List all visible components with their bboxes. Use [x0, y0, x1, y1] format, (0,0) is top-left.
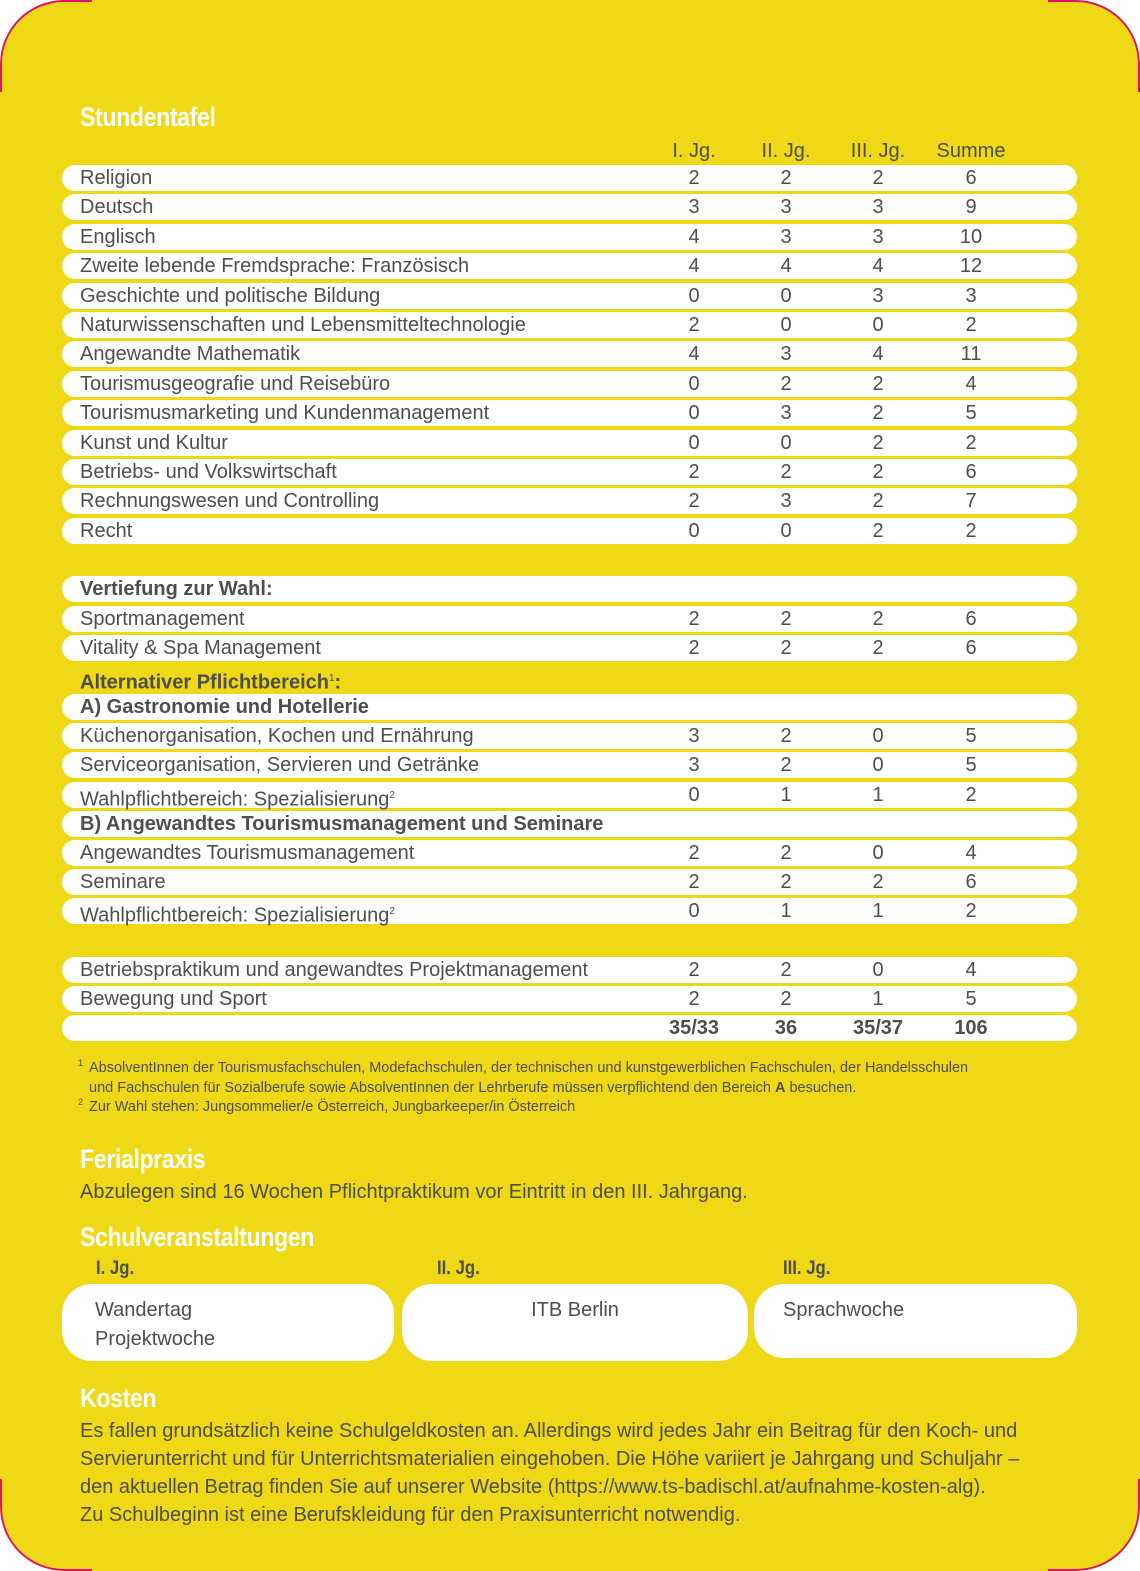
cell-summe: 12 — [959, 255, 983, 277]
cell-jg1: 4 — [688, 343, 700, 365]
cell-jg1: 0 — [688, 784, 700, 806]
cell-jg2: 2 — [780, 461, 792, 483]
column-header-jg1: I. Jg. — [672, 140, 716, 162]
event-box-jg1 — [62, 1284, 394, 1361]
event-item: Sprachwoche — [783, 1299, 905, 1321]
cell-jg2: 1 — [780, 900, 792, 922]
kosten-line: den aktuellen Betrag finden Sie auf unserer Website (https://www.ts-badischl.at/aufnahme-kosten-alg). — [80, 1476, 986, 1498]
column-header-summe: Summe — [936, 140, 1006, 162]
subject-name: Recht — [80, 520, 133, 542]
cell-jg3: 4 — [872, 255, 884, 277]
cell-summe: 6 — [965, 167, 977, 189]
subject-name — [80, 782, 395, 814]
corner-mark-top-left — [0, 0, 92, 92]
subject-name — [80, 898, 395, 930]
table-row — [62, 283, 1077, 309]
subject-name: Deutsch — [80, 196, 154, 218]
cell-jg3: 1 — [872, 784, 884, 806]
alternativ-label — [80, 665, 341, 697]
cell-jg3: 1 — [872, 900, 884, 922]
kosten-text — [80, 1417, 1070, 1529]
cell-jg3: 2 — [872, 608, 884, 630]
cell-summe: 11 — [960, 343, 982, 365]
subject-name: Bewegung und Sport — [80, 988, 267, 1010]
cell-jg2: 3 — [780, 226, 792, 248]
cell-summe: 6 — [965, 871, 977, 893]
ferialpraxis-heading: Ferialpraxis — [80, 1144, 206, 1174]
footnote-2-text: Zur Wahl stehen: Jungsommelier/e Österreich, Jungbarkeeper/in Österreich — [89, 1099, 576, 1115]
total-jg1: 35/33 — [668, 1017, 720, 1039]
event-label-jg3: III. Jg. — [783, 1258, 831, 1279]
event-item: Projektwoche — [95, 1328, 216, 1350]
table-row — [62, 957, 1077, 983]
section-label: B) Angewandtes Tourismusmanagement und Seminare — [80, 813, 604, 835]
cell-summe: 4 — [965, 842, 977, 864]
cell-jg3: 2 — [872, 520, 884, 542]
section-label: A) Gastronomie und Hotellerie — [80, 696, 369, 718]
cell-jg1: 2 — [688, 490, 700, 512]
table-row — [62, 400, 1077, 426]
totals-row — [62, 1015, 1077, 1041]
cell-summe: 5 — [965, 754, 977, 776]
table-row — [62, 341, 1077, 367]
subject-name: Küchenorganisation, Kochen und Ernährung — [80, 725, 474, 747]
table-row — [62, 635, 1077, 661]
table-row — [62, 518, 1077, 544]
cell-summe: 6 — [965, 608, 977, 630]
cell-jg2: 0 — [780, 432, 792, 454]
event-label-jg2: II. Jg. — [437, 1258, 480, 1279]
cell-summe: 4 — [965, 959, 977, 981]
table-row — [62, 459, 1077, 485]
event-item: Wandertag — [95, 1299, 193, 1321]
table-row — [62, 430, 1077, 456]
cell-jg1: 2 — [688, 608, 700, 630]
event-box-jg2 — [402, 1284, 748, 1361]
event-item: ITB Berlin — [531, 1299, 619, 1321]
table-row — [62, 371, 1077, 397]
cell-summe: 2 — [965, 432, 977, 454]
kosten-line: Es fallen grundsätzlich keine Schulgeldkosten an. Allerdings wird jedes Jahr ein Beitrag für den Koch- und — [80, 1420, 1018, 1442]
footnote-1-line-2 — [80, 1078, 1080, 1098]
subject-text: Wahlpflichtbereich: Spezialisierung — [80, 788, 390, 811]
footnote-ref: 1 — [328, 673, 335, 684]
cell-jg3: 2 — [872, 402, 884, 424]
table-row — [62, 488, 1077, 514]
cell-jg3: 0 — [872, 725, 884, 747]
footnote-1-line-1: AbsolventInnen der Tourismusfachschulen, Modefachschulen, der technischen und kunstgewerblichen Fachschulen, der Handelsschulen — [89, 1060, 969, 1076]
cell-jg2: 0 — [780, 285, 792, 307]
table-row — [62, 782, 1077, 811]
table-row — [62, 898, 1077, 927]
cell-jg2: 2 — [780, 608, 792, 630]
cell-summe: 10 — [959, 226, 983, 248]
cell-jg1: 0 — [688, 520, 700, 542]
cell-jg2: 2 — [780, 373, 792, 395]
cell-jg3: 2 — [872, 167, 884, 189]
cell-jg1: 0 — [688, 402, 700, 424]
cell-jg1: 0 — [688, 285, 700, 307]
section-row-bereich-b — [62, 811, 1077, 837]
table-row — [62, 312, 1077, 338]
cell-jg1: 2 — [688, 871, 700, 893]
cell-jg1: 2 — [688, 637, 700, 659]
subject-name: Angewandtes Tourismusmanagement — [80, 842, 415, 864]
cell-summe: 5 — [965, 725, 977, 747]
cell-jg3: 0 — [872, 314, 884, 336]
subject-name: Serviceorganisation, Servieren und Getränke — [80, 754, 480, 776]
cell-summe: 9 — [965, 196, 977, 218]
footnote-1-line-2-post: besuchen. — [785, 1080, 857, 1096]
table-row — [62, 194, 1077, 220]
cell-jg3: 3 — [872, 285, 884, 307]
total-summe: 106 — [954, 1017, 988, 1039]
cell-jg1: 4 — [688, 255, 700, 277]
footnote-ref: 2 — [389, 906, 395, 917]
table-row — [62, 165, 1077, 191]
corner-mark-top-right — [1048, 0, 1140, 92]
subject-name: Vitality & Spa Management — [80, 637, 321, 659]
cell-jg3: 0 — [872, 959, 884, 981]
cell-jg2: 4 — [780, 255, 792, 277]
section-row-bereich-a — [62, 694, 1077, 720]
cell-jg3: 3 — [872, 196, 884, 218]
cell-jg1: 2 — [688, 461, 700, 483]
cell-jg1: 0 — [688, 373, 700, 395]
table-row — [62, 224, 1077, 250]
event-label-jg1: I. Jg. — [96, 1258, 135, 1279]
cell-jg3: 0 — [872, 842, 884, 864]
kosten-heading: Kosten — [80, 1383, 157, 1413]
cell-jg2: 3 — [780, 402, 792, 424]
total-jg3: 35/37 — [852, 1017, 904, 1039]
table-row — [62, 840, 1077, 866]
cell-jg1: 3 — [688, 725, 700, 747]
cell-summe: 2 — [965, 520, 977, 542]
cell-jg3: 4 — [872, 343, 884, 365]
table-row — [62, 253, 1077, 279]
cell-summe: 3 — [965, 285, 977, 307]
kosten-line: Zu Schulbeginn ist eine Berufskleidung für den Praxisunterricht notwendig. — [80, 1504, 741, 1526]
footnote-1-line-2-bold: A — [774, 1080, 786, 1096]
table-row — [62, 606, 1077, 632]
footnote-1-line-2-pre: und Fachschulen für Sozialberufe sowie AbsolventInnen der Lehrberufe müssen verpflichtend den Bereich — [89, 1080, 775, 1096]
cell-jg2: 2 — [780, 167, 792, 189]
cell-jg3: 3 — [872, 226, 884, 248]
subject-name: Geschichte und politische Bildung — [80, 285, 381, 307]
subject-name: Sportmanagement — [80, 608, 245, 630]
cell-jg2: 0 — [780, 314, 792, 336]
cell-jg2: 2 — [780, 637, 792, 659]
cell-jg3: 0 — [872, 754, 884, 776]
cell-summe: 2 — [965, 314, 977, 336]
event-box-jg3 — [754, 1284, 1077, 1358]
corner-mark-bottom-left — [0, 1479, 92, 1571]
cell-jg3: 2 — [872, 373, 884, 395]
cell-jg3: 2 — [872, 871, 884, 893]
subject-name: Zweite lebende Fremdsprache: Französisch — [80, 255, 470, 277]
cell-jg1: 2 — [688, 167, 700, 189]
cell-jg1: 4 — [688, 226, 700, 248]
cell-jg2: 2 — [780, 842, 792, 864]
cell-jg1: 3 — [688, 754, 700, 776]
footnote-ref: 2 — [389, 790, 395, 801]
cell-jg2: 3 — [780, 343, 792, 365]
footnote-2-marker: 2 — [78, 1097, 84, 1107]
alternativ-text: Alternativer Pflichtbereich — [80, 671, 329, 694]
subject-name: Naturwissenschaften und Lebensmitteltechnologie — [80, 314, 526, 336]
cell-jg3: 2 — [872, 461, 884, 483]
cell-jg2: 3 — [780, 196, 792, 218]
cell-summe: 2 — [965, 784, 977, 806]
subject-name: Tourismusmarketing und Kundenmanagement — [80, 402, 490, 424]
column-header-jg3: III. Jg. — [850, 140, 906, 162]
schulveranstaltungen-heading: Schulveranstaltungen — [80, 1222, 314, 1252]
cell-jg2: 2 — [780, 988, 792, 1010]
cell-jg2: 2 — [780, 725, 792, 747]
cell-summe: 5 — [965, 988, 977, 1010]
table-row — [62, 723, 1077, 749]
ferialpraxis-text: Abzulegen sind 16 Wochen Pflichtpraktikum vor Eintritt in den III. Jahrgang. — [80, 1181, 748, 1203]
table-row — [62, 752, 1077, 778]
subject-name: Englisch — [80, 226, 156, 248]
footnote-2 — [80, 1097, 1080, 1117]
table-row — [62, 986, 1077, 1012]
cell-jg2: 0 — [780, 520, 792, 542]
subject-name: Angewandte Mathematik — [80, 343, 301, 365]
cell-jg2: 2 — [780, 959, 792, 981]
cell-jg2: 2 — [780, 871, 792, 893]
table-row — [62, 869, 1077, 895]
cell-jg2: 3 — [780, 490, 792, 512]
cell-jg2: 2 — [780, 754, 792, 776]
subject-name: Seminare — [80, 871, 166, 893]
section-label: Vertiefung zur Wahl: — [80, 578, 273, 600]
cell-summe: 7 — [965, 490, 977, 512]
cell-jg1: 3 — [688, 196, 700, 218]
cell-jg1: 2 — [688, 314, 700, 336]
section-row-vertiefung — [62, 576, 1077, 602]
footnote-1-marker: 1 — [78, 1058, 84, 1068]
subject-name: Rechnungswesen und Controlling — [80, 490, 380, 512]
total-jg2: 36 — [774, 1017, 798, 1039]
kosten-line: Servierunterricht und für Unterrichtsmaterialien eingehoben. Die Höhe variiert je Jahrgang und Schuljahr – — [80, 1448, 1020, 1470]
subject-text: Wahlpflichtbereich: Spezialisierung — [80, 904, 390, 927]
cell-jg2: 1 — [780, 784, 792, 806]
cell-jg3: 2 — [872, 432, 884, 454]
subject-name: Kunst und Kultur — [80, 432, 228, 454]
cell-summe: 4 — [965, 373, 977, 395]
subject-name: Betriebs- und Volkswirtschaft — [80, 461, 337, 483]
alternativ-colon: : — [334, 671, 342, 694]
cell-summe: 2 — [965, 900, 977, 922]
cell-jg3: 1 — [872, 988, 884, 1010]
cell-jg1: 0 — [688, 900, 700, 922]
cell-jg1: 2 — [688, 842, 700, 864]
subject-name: Betriebspraktikum und angewandtes Projektmanagement — [80, 959, 589, 981]
cell-summe: 6 — [965, 461, 977, 483]
subject-name: Tourismusgeografie und Reisebüro — [80, 373, 391, 395]
cell-jg1: 0 — [688, 432, 700, 454]
cell-jg1: 2 — [688, 988, 700, 1010]
subject-name: Religion — [80, 167, 153, 189]
cell-jg3: 2 — [872, 490, 884, 512]
cell-jg3: 2 — [872, 637, 884, 659]
cell-summe: 5 — [965, 402, 977, 424]
footnote-1 — [80, 1058, 1080, 1098]
cell-jg1: 2 — [688, 959, 700, 981]
column-header-jg2: II. Jg. — [761, 140, 811, 162]
stundentafel-heading: Stundentafel — [80, 102, 216, 132]
cell-summe: 6 — [965, 637, 977, 659]
